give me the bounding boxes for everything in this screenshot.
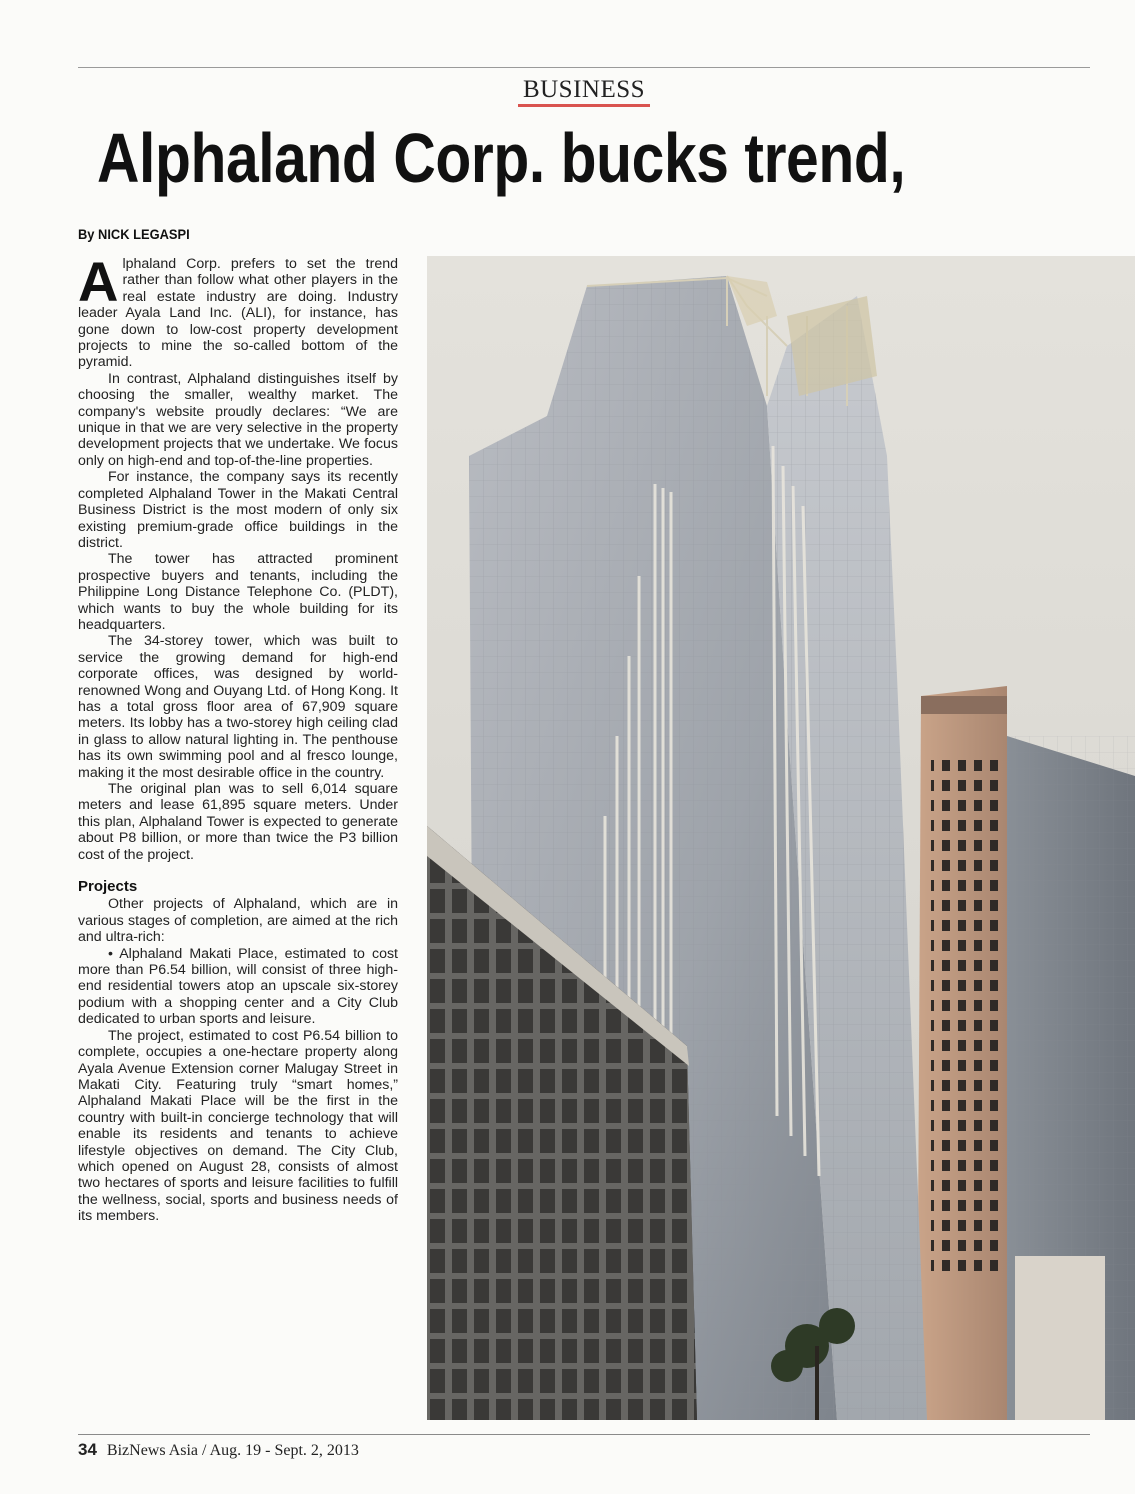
headline: Alphaland Corp. bucks trend, xyxy=(97,119,906,197)
projects-paragraph-3: The project, estimated to cost P6.54 billion to complete, occupies a one-hectare property along Ayala Avenue Extension corner Malugay Street in Makati City. Featuring truly “smart homes,” Alphaland Makati Place will be the first in the country with built-in concierge technology that will enable its residents and tenants to achieve lifestyle objectives on demand. The City Club, which opened on August 28, consists of almost two hectares of sports and leisure facilities to fulfill the wellness, social, sports and business needs of its members. xyxy=(78,1027,398,1225)
projects-heading: Projects xyxy=(78,878,138,896)
section-label: BUSINESS xyxy=(522,76,646,103)
article-paragraph-5: The 34-storey tower, which was built to service the growing demand for high-end corporate offices, was designed by world-renowned Wong and Ouyang Ltd. of Hong Kong. It has a total gross floor area of 67,909 square meters. Its lobby has a two-storey high ceiling clad in glass to allow natural lighting in. The penthouse has its own swimming pool and al fresco lounge, making it the most desirable office in the country. xyxy=(78,633,398,781)
page-footer xyxy=(78,1440,359,1460)
drop-cap: A xyxy=(78,250,119,313)
tower-photo xyxy=(427,256,1135,1420)
projects-paragraph-1: Other projects of Alphaland, which are in various stages of completion, are aimed at the rich and ultra-rich: xyxy=(78,896,398,946)
article-paragraph-4: The tower has attracted prominent prospective buyers and tenants, including the Philippine Long Distance Telephone Co. (PLDT), which wants to buy the whole building for its headquarters. xyxy=(78,551,398,633)
article-paragraph-2: In contrast, Alphaland distinguishes itself by choosing the smaller, wealthy market. The company's website proudly declares: “We are unique in that we are very selective in the property development projects that we undertake. We focus only on high-end and top-of-the-line properties. xyxy=(78,370,398,469)
article-body xyxy=(78,250,398,1225)
byline: By NICK LEGASPI xyxy=(78,226,190,242)
article-paragraph-3: For instance, the company says its recently completed Alphaland Tower in the Makati Central Business District is the most modern of only six existing premium-grade office buildings in the district. xyxy=(78,469,398,551)
footer-rule xyxy=(78,1434,1090,1435)
top-rule xyxy=(78,67,1090,68)
publication-info: BizNews Asia / Aug. 19 - Sept. 2, 2013 xyxy=(106,1442,359,1459)
page-number: 34 xyxy=(78,1440,97,1459)
section-underline xyxy=(518,104,650,107)
article-paragraph-6: The original plan was to sell 6,014 square meters and lease 61,895 square meters. Under this plan, Alphaland Tower is expected to generate about P8 billion, or more than twice the P3 billion cost of the project. xyxy=(78,781,398,863)
projects-paragraph-2: • Alphaland Makati Place, estimated to cost more than P6.54 billion, will consist of three high-end residential towers atop an upscale six-storey podium with a shopping center and a City Club dedicated to urban sports and leisure. xyxy=(78,945,398,1028)
article-paragraph-1: Alphaland Corp. prefers to set the trend rather than follow what other players in the real estate industry are doing. Industry leader Ayala Land Inc. (ALI), for instance, has gone down to low-cost property development projects to mine the so-called bottom of the pyramid. xyxy=(78,250,398,371)
